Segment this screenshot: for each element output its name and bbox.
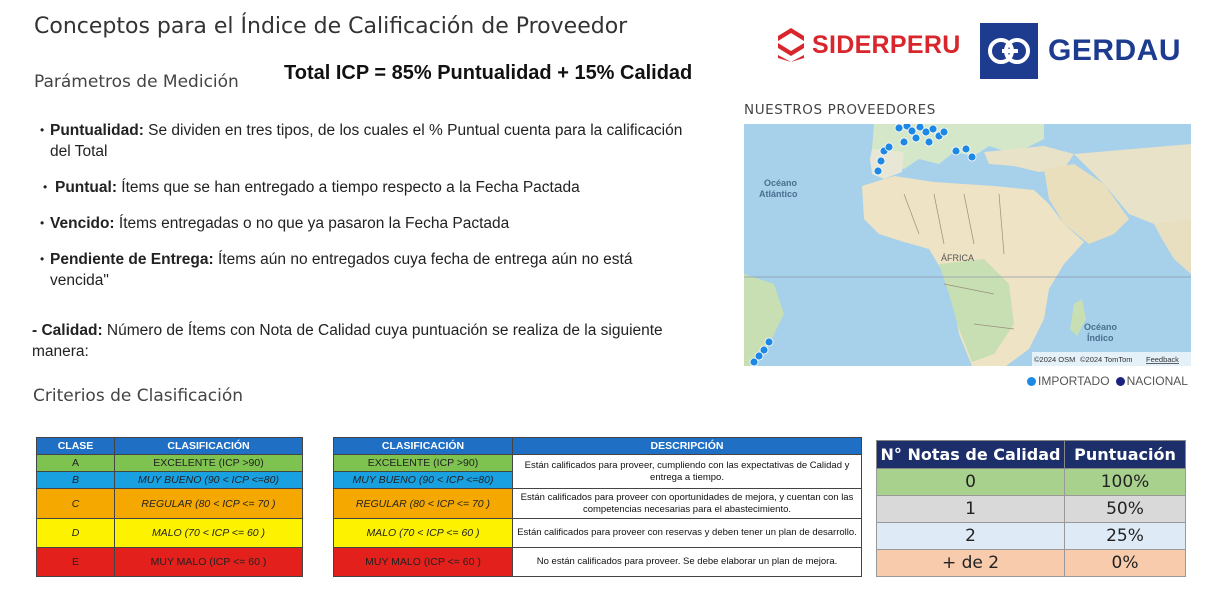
legend-importado[interactable] <box>1027 374 1110 388</box>
column-header: Puntuación <box>1065 441 1186 469</box>
table-row <box>334 519 862 548</box>
legend-label: IMPORTADO <box>1038 374 1110 388</box>
clase-cell: D <box>37 519 115 548</box>
table-row <box>334 548 862 577</box>
bullet-text: Ítems entregadas o no que ya pasaron la Fecha Pactada <box>114 215 510 232</box>
bullet-puntualidad <box>40 120 690 162</box>
puntuacion-cell: 50% <box>1065 496 1186 523</box>
clase-cell: C <box>37 489 115 519</box>
descripcion-cell: Están calificados para proveer, cumpliendo con las expectativas de Calidad y entrega a tiempo. <box>513 455 862 489</box>
legend-label: NACIONAL <box>1126 374 1188 388</box>
bullet-puntual <box>40 177 690 198</box>
bullet-term: Pendiente de Entrega: <box>50 251 214 268</box>
clasificacion-cell: EXCELENTE (ICP >90) <box>115 455 303 472</box>
bullet-dot: • <box>43 180 48 194</box>
descripcion-cell: Están calificados para proveer con reservas y deben tener un plan de desarrollo. <box>513 519 862 548</box>
notas-cell: 1 <box>877 496 1065 523</box>
clasificacion-cell: MALO (70 < ICP <= 60 ) <box>115 519 303 548</box>
table-row <box>37 519 303 548</box>
page-title: Conceptos para el Índice de Calificación de Proveedor <box>34 14 628 39</box>
bullet-text: Ítems que se han entregado a tiempo respecto a la Fecha Pactada <box>117 179 580 196</box>
siderperu-chevron-icon <box>778 28 804 62</box>
puntuacion-cell: 25% <box>1065 523 1186 550</box>
table-row <box>37 455 303 472</box>
bullet-text: Se dividen en tres tipos, de los cuales el % Puntual cuenta para la calificación del Total <box>50 122 683 160</box>
map-feedback-link[interactable]: Feedback <box>1146 355 1179 364</box>
supplier-map[interactable] <box>744 124 1191 366</box>
clasificacion-cell: MALO (70 < ICP <= 60 ) <box>334 519 513 548</box>
table-descripcion <box>333 437 862 577</box>
clasificacion-cell: MUY BUENO (90 < ICP <=80) <box>115 472 303 489</box>
column-header: CLASIFICACIÓN <box>334 438 513 455</box>
table-row <box>877 469 1186 496</box>
map-attribution-tomtom: ©2024 TomTom <box>1080 355 1133 364</box>
icp-formula: Total ICP = 85% Puntualidad + 15% Calidad <box>284 62 693 84</box>
legend-dot-icon <box>1027 377 1036 386</box>
gerdau-mark-icon <box>980 23 1038 79</box>
table-row <box>37 548 303 577</box>
map-canvas[interactable] <box>744 124 1191 366</box>
bullet-term: Puntual: <box>55 179 117 196</box>
table-row <box>877 496 1186 523</box>
clasificacion-cell: MUY MALO (ICP <= 60 ) <box>334 548 513 577</box>
map-ocean-label: Índico <box>1087 333 1114 343</box>
bullet-list <box>40 120 690 306</box>
clase-cell: A <box>37 455 115 472</box>
notas-cell: 0 <box>877 469 1065 496</box>
column-header: DESCRIPCIÓN <box>513 438 862 455</box>
table-row <box>37 472 303 489</box>
map-ocean-label: Atlántico <box>759 189 798 199</box>
puntuacion-cell: 0% <box>1065 550 1186 577</box>
column-header: CLASE <box>37 438 115 455</box>
criterios-heading: Criterios de Clasificación <box>33 386 244 406</box>
table-row <box>877 523 1186 550</box>
table-row <box>334 489 862 519</box>
legend-dot-icon <box>1116 377 1125 386</box>
bullet-pendiente <box>40 249 690 291</box>
table-row <box>37 489 303 519</box>
calidad-term: - Calidad: <box>32 322 103 339</box>
bullet-text: Ítems aún no entregados cuya fecha de entrega aún no está vencida" <box>50 251 633 289</box>
table-row <box>877 550 1186 577</box>
map-ocean-label: Océano <box>764 178 798 188</box>
clasificacion-cell: MUY MALO (ICP <= 60 ) <box>115 548 303 577</box>
siderperu-logo <box>778 28 961 62</box>
clase-cell: B <box>37 472 115 489</box>
calidad-description <box>32 320 692 362</box>
table-row <box>334 455 862 472</box>
bullet-dot: • <box>40 123 45 137</box>
map-ocean-label: Océano <box>1084 322 1118 332</box>
bullet-dot: • <box>40 216 45 230</box>
notas-cell: + de 2 <box>877 550 1065 577</box>
descripcion-cell: Están calificados para proveer con oportunidades de mejora, y cuentan con las competencias necesarias para el abastecimiento. <box>513 489 862 519</box>
siderperu-wordmark: SIDERPERU <box>812 30 961 59</box>
notas-cell: 2 <box>877 523 1065 550</box>
column-header: CLASIFICACIÓN <box>115 438 303 455</box>
clasificacion-cell: REGULAR (80 < ICP <= 70 ) <box>334 489 513 519</box>
map-legend <box>1027 374 1188 388</box>
table-notas-calidad <box>876 440 1186 577</box>
map-attribution-osm: ©2024 OSM <box>1034 355 1076 364</box>
table-clase <box>36 437 303 577</box>
descripcion-cell: No están calificados para proveer. Se debe elaborar un plan de mejora. <box>513 548 862 577</box>
bullet-vencido <box>40 213 690 234</box>
puntuacion-cell: 100% <box>1065 469 1186 496</box>
gerdau-wordmark: GERDAU <box>1048 34 1182 67</box>
clase-cell: E <box>37 548 115 577</box>
column-header: N° Notas de Calidad <box>877 441 1065 469</box>
clasificacion-cell: EXCELENTE (ICP >90) <box>334 455 513 472</box>
map-title: NUESTROS PROVEEDORES <box>744 102 936 118</box>
map-continent-label: ÁFRICA <box>941 253 975 263</box>
params-heading: Parámetros de Medición <box>34 72 239 92</box>
calidad-text: Número de Ítems con Nota de Calidad cuya puntuación se realiza de la siguiente manera: <box>32 322 663 360</box>
gerdau-logo <box>980 23 1181 79</box>
bullet-dot: • <box>40 252 45 266</box>
clasificacion-cell: MUY BUENO (90 < ICP <=80) <box>334 472 513 489</box>
clasificacion-cell: REGULAR (80 < ICP <= 70 ) <box>115 489 303 519</box>
legend-nacional[interactable] <box>1116 374 1188 388</box>
bullet-term: Puntualidad: <box>50 122 144 139</box>
bullet-term: Vencido: <box>50 215 115 232</box>
